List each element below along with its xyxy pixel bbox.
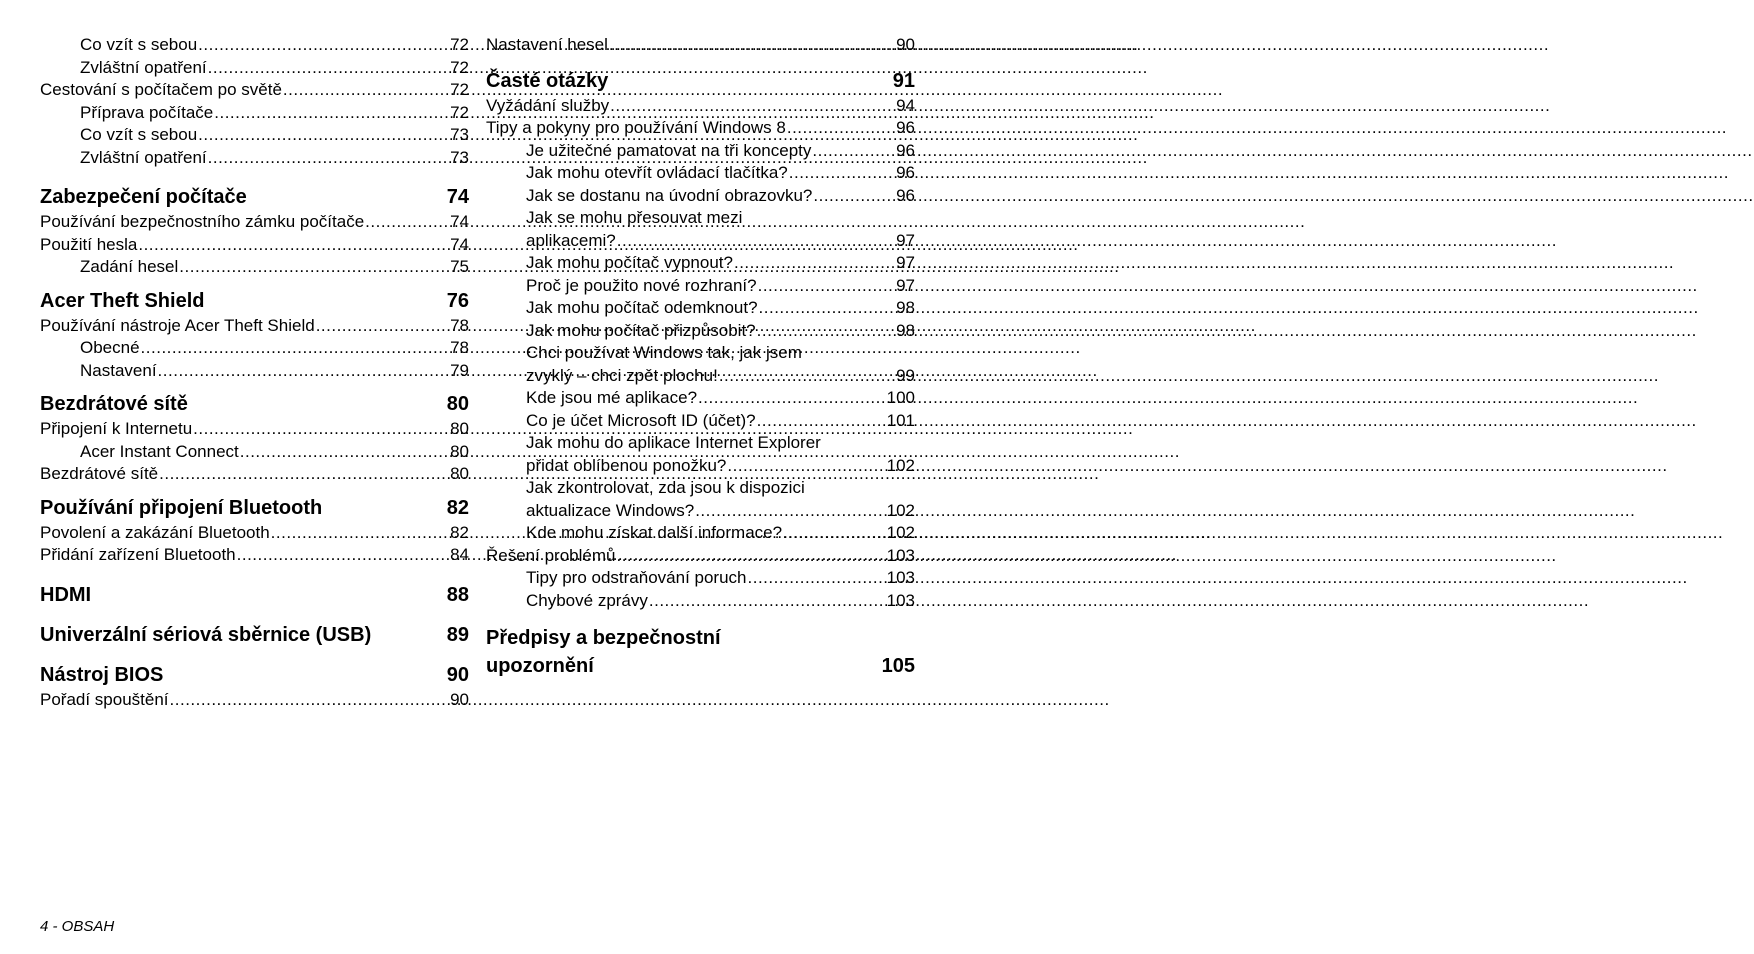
toc-entry[interactable] (40, 256, 469, 279)
entry-title: Co vzít s sebou (80, 125, 198, 144)
entry-page: 96 (896, 163, 915, 182)
entry-title: Zvláštní opatření (80, 147, 207, 167)
entry-title: Kde jsou mé aplikace? (526, 388, 698, 407)
dot-leader (757, 320, 891, 343)
toc-entry[interactable] (40, 544, 469, 567)
toc-entry[interactable] (40, 337, 469, 360)
heading-page: 105 (881, 655, 915, 677)
entry-page: 74 (450, 234, 469, 254)
toc-entry[interactable] (40, 689, 469, 712)
toc-entry[interactable] (40, 211, 469, 234)
entry-group (40, 418, 469, 486)
toc-heading[interactable] (40, 583, 469, 607)
toc-entry[interactable] (486, 252, 915, 275)
toc-entry[interactable] (486, 320, 915, 343)
toc-heading[interactable] (40, 392, 469, 416)
dot-leader (727, 455, 884, 478)
toc-entry[interactable] (40, 360, 469, 383)
dot-leader (193, 418, 445, 441)
entry-page: 98 (896, 298, 915, 317)
entry-title: Přidání zařízení Bluetooth (40, 545, 236, 564)
toc-entry[interactable] (486, 545, 915, 568)
dot-leader (198, 34, 445, 57)
entry-page: 99 (896, 365, 915, 385)
dot-leader (141, 337, 445, 360)
heading-page: 88 (446, 583, 469, 606)
dot-leader (783, 522, 885, 545)
entry-title: Nastavení (80, 360, 157, 380)
toc-entry[interactable] (486, 185, 915, 208)
toc-heading[interactable] (40, 289, 469, 313)
heading-title-line2: upozornění (486, 655, 594, 677)
dot-leader (759, 297, 891, 320)
heading-page: 80 (446, 393, 469, 415)
toc-entry[interactable] (486, 410, 915, 433)
heading-title: HDMI (40, 583, 92, 606)
toc-entry[interactable] (40, 57, 469, 80)
entry-page: 96 (896, 118, 915, 137)
entry-title: Tipy a pokyny pro používání Windows 8 (486, 118, 786, 137)
toc-entry[interactable] (40, 441, 469, 464)
entry-title: Obecné (80, 338, 140, 357)
dot-leader (758, 275, 891, 298)
entry-title: Jak mohu počítač vypnout? (526, 253, 733, 272)
entry-page: 97 (896, 253, 915, 272)
entry-page: 102 (886, 500, 915, 520)
toc-heading[interactable] (40, 496, 469, 520)
entry-page: 103 (886, 568, 915, 587)
heading-title: Časté otázky (486, 69, 609, 92)
entry-page: 75 (450, 257, 469, 276)
entry-title-line2: aktualizace Windows? (526, 500, 695, 520)
dot-leader (617, 230, 891, 253)
entry-group (40, 34, 469, 169)
dot-leader (787, 117, 891, 140)
entry-title: Povolení a zakázání Bluetooth (40, 522, 270, 542)
dot-leader (198, 124, 445, 147)
entry-title: Používání bezpečnostního zámku počítače (40, 212, 365, 231)
entry-group (486, 522, 915, 612)
entry-title: Příprava počítače (80, 102, 214, 122)
heading-title: Zabezpečení počítače (40, 186, 247, 208)
entry-page: 102 (886, 523, 915, 542)
toc-entry[interactable] (486, 387, 915, 410)
dot-leader (159, 463, 445, 486)
toc-entry[interactable] (40, 147, 469, 170)
dot-leader (214, 102, 445, 125)
entry-title: Řešení problémů (486, 545, 616, 565)
toc-entry[interactable] (486, 590, 915, 613)
entry-group (486, 95, 915, 208)
entry-title: Pořadí spouštění (40, 689, 169, 709)
toc-entry[interactable] (40, 234, 469, 257)
entry-page: 72 (450, 80, 469, 99)
toc-entry[interactable] (40, 124, 469, 147)
entry-page: 78 (450, 315, 469, 335)
toc-right-column (486, 34, 915, 680)
entry-page: 103 (886, 590, 915, 610)
toc-heading[interactable] (40, 623, 469, 647)
dot-leader (240, 441, 445, 464)
dot-leader (138, 234, 445, 257)
toc-entry[interactable] (40, 418, 469, 441)
heading-title: Bezdrátové sítě (40, 393, 188, 415)
heading-page: 76 (446, 289, 469, 312)
dot-leader (170, 689, 445, 712)
entry-title: Jak mohu otevřít ovládací tlačítka? (526, 163, 788, 182)
toc-entry[interactable] (40, 522, 469, 545)
entry-page: 72 (450, 57, 469, 77)
entry-page: 82 (450, 522, 469, 542)
entry-group (486, 387, 915, 432)
dot-leader (208, 57, 445, 80)
toc-entry[interactable] (486, 140, 915, 163)
entry-title: Zadání hesel (80, 257, 179, 276)
dot-leader (316, 315, 445, 338)
entry-title: Kde mohu získat další informace? (526, 523, 783, 542)
dot-leader (719, 365, 891, 388)
entry-title: Cestování s počítačem po světě (40, 80, 282, 99)
dot-leader (609, 34, 891, 57)
toc-entry[interactable] (486, 117, 915, 140)
entry-page: 90 (450, 689, 469, 709)
entry-title-line1: Chci používat Windows tak, jak jsem (526, 343, 802, 362)
toc-entry[interactable] (486, 522, 915, 545)
heading-title: Nástroj BIOS (40, 663, 164, 686)
dot-leader (365, 211, 445, 234)
dot-leader (813, 185, 891, 208)
entry-title-line2: zvyklý – chci zpět plochu! (526, 365, 718, 385)
entry-title: Jak mohu počítač přizpůsobit? (526, 320, 756, 340)
entry-title: Připojení k Internetu (40, 419, 193, 438)
heading-title-line1: Předpisy a bezpečnostní (486, 627, 721, 649)
heading-page: 91 (892, 69, 915, 92)
entry-page: 96 (896, 140, 915, 160)
entry-title: Acer Instant Connect (80, 441, 239, 461)
entry-group (40, 211, 469, 279)
entry-group (40, 315, 469, 383)
toc-left-column (40, 34, 469, 711)
entry-page: 80 (450, 419, 469, 438)
toc-entry[interactable] (486, 432, 915, 477)
toc-entry[interactable] (486, 95, 915, 118)
entry-page: 78 (450, 338, 469, 357)
entry-group (40, 522, 469, 567)
toc-entry[interactable] (486, 34, 915, 57)
toc-heading[interactable] (40, 185, 469, 209)
heading-page: 74 (446, 186, 469, 208)
toc-entry[interactable] (486, 162, 915, 185)
entry-title-line2: aplikacemi? (526, 230, 616, 250)
heading-page: 89 (446, 623, 469, 646)
entry-title: Chybové zprávy (526, 590, 648, 610)
dot-leader (812, 140, 891, 163)
entry-page: 94 (896, 95, 915, 115)
toc-entry[interactable] (40, 79, 469, 102)
entry-title: Bezdrátové sítě (40, 464, 159, 483)
toc-entry[interactable] (40, 315, 469, 338)
entry-page: 90 (896, 35, 915, 54)
toc-entry[interactable] (40, 102, 469, 125)
toc-entry[interactable] (40, 34, 469, 57)
entry-title: Nastavení hesel (486, 35, 608, 54)
entry-page: 72 (450, 102, 469, 122)
entry-page: 80 (450, 441, 469, 461)
dot-leader (649, 590, 885, 613)
entry-title-line1: Jak se mohu přesouvat mezi (526, 208, 743, 227)
toc-entry[interactable] (486, 275, 915, 298)
toc-entry[interactable] (486, 477, 915, 522)
entry-title-line1: Jak mohu do aplikace Internet Explorer (526, 433, 821, 452)
dot-leader (734, 252, 891, 275)
heading-title: Používání připojení Bluetooth (40, 496, 323, 519)
heading-page: 82 (446, 496, 469, 519)
entry-title: Vyžádání služby (486, 95, 610, 115)
entry-title: Proč je použito nové rozhraní? (526, 275, 757, 295)
dot-leader (757, 410, 885, 433)
heading-page: 90 (446, 663, 469, 686)
entry-page: 73 (450, 147, 469, 167)
entry-group (40, 689, 469, 712)
entry-title: Zvláštní opatření (80, 57, 207, 77)
entry-title: Co je účet Microsoft ID (účet)? (526, 410, 756, 430)
entry-title: Jak mohu počítač odemknout? (526, 298, 758, 317)
dot-leader (695, 500, 884, 523)
entry-page: 79 (450, 360, 469, 380)
entry-page: 100 (886, 388, 915, 407)
entry-page: 102 (886, 455, 915, 475)
heading-title: Univerzální sériová sběrnice (USB) (40, 623, 372, 646)
toc-entry[interactable] (486, 207, 915, 252)
dot-leader (698, 387, 885, 410)
entry-page: 74 (450, 212, 469, 231)
dot-leader (748, 567, 885, 590)
entry-group (486, 252, 915, 342)
dot-leader (616, 545, 884, 568)
dot-leader (208, 147, 445, 170)
entry-page: 84 (450, 545, 469, 564)
entry-title: Tipy pro odstraňování poruch (526, 568, 747, 587)
entry-page: 72 (450, 35, 469, 54)
toc-entry[interactable] (486, 297, 915, 320)
entry-title: Jak se dostanu na úvodní obrazovku? (526, 185, 813, 205)
dot-leader (271, 522, 445, 545)
toc-entry[interactable] (40, 463, 469, 486)
page-footer: 4 - OBSAH (40, 918, 115, 935)
entry-page: 98 (896, 320, 915, 340)
entry-title: Použití hesla (40, 234, 138, 254)
entry-page: 80 (450, 464, 469, 483)
entry-page: 103 (886, 545, 915, 565)
heading-title: Acer Theft Shield (40, 289, 205, 312)
entry-page: 96 (896, 185, 915, 205)
dot-leader (158, 360, 445, 383)
entry-page: 101 (886, 410, 915, 430)
dot-leader (789, 162, 891, 185)
dot-leader (283, 79, 445, 102)
entry-title: Používání nástroje Acer Theft Shield (40, 315, 315, 335)
dot-leader (237, 544, 445, 567)
toc-entry[interactable] (486, 567, 915, 590)
dot-leader (179, 256, 445, 279)
entry-title-line2: přidat oblíbenou ponožku? (526, 455, 727, 475)
dot-leader (610, 95, 891, 118)
entry-page: 73 (450, 125, 469, 144)
toc-heading[interactable] (486, 69, 915, 93)
toc-heading[interactable] (40, 663, 469, 687)
entry-page: 97 (896, 275, 915, 295)
toc-entry[interactable] (486, 342, 915, 387)
entry-page: 97 (896, 230, 915, 250)
toc-heading[interactable] (486, 624, 915, 680)
entry-title: Je užitečné pamatovat na tři koncepty (526, 140, 812, 160)
entry-title-line1: Jak zkontrolovat, zda jsou k dispozici (526, 478, 805, 497)
entry-title: Co vzít s sebou (80, 35, 198, 54)
entry-group (486, 34, 915, 57)
